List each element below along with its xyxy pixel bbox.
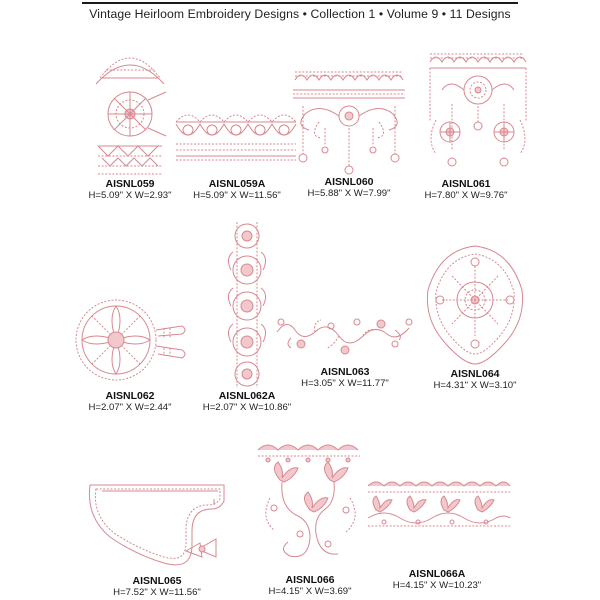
design-size: H=5.09" X W=11.56" [193, 190, 281, 201]
design-size: H=3.05" X W=11.77" [301, 378, 389, 389]
design-code: AISNL062A [218, 390, 276, 402]
design-code: AISNL066A [408, 568, 466, 580]
design-image-aisnl059 [90, 40, 170, 178]
design-code: AISNL064 [450, 368, 500, 380]
design-image-aisnl062a [217, 218, 277, 390]
design-size: H=5.88" X W=7.99" [307, 188, 391, 199]
design-size: H=7.80" X W=9.76" [424, 190, 508, 201]
design-code: AISNL063 [320, 366, 370, 378]
design-size: H=2.07" X W=2.44" [88, 402, 172, 413]
design-image-aisnl064 [420, 240, 530, 368]
design-card-aisnl064[interactable] [400, 240, 550, 392]
design-size: H=4.31" X W=3.10" [433, 380, 517, 391]
design-image-aisnl066a [362, 472, 512, 568]
design-card-aisnl063[interactable] [270, 310, 420, 390]
design-size: H=7.52" X W=11.56" [113, 587, 201, 598]
design-code: AISNL061 [441, 178, 491, 190]
header-rule [82, 2, 518, 4]
design-image-aisnl065 [82, 465, 232, 575]
design-size: H=5.09" X W=2.93" [88, 190, 172, 201]
design-code: AISNL066 [285, 574, 335, 586]
design-code: AISNL059 [105, 178, 155, 190]
design-code: AISNL062 [105, 390, 155, 402]
page-title: Vintage Heirloom Embroidery Designs • Collection 1 • Volume 9 • 11 Designs [89, 7, 511, 21]
design-card-aisnl061[interactable] [391, 50, 541, 202]
design-size: H=4.15" X W=3.69" [268, 586, 352, 597]
design-image-aisnl063 [271, 310, 419, 366]
design-code: AISNL060 [324, 176, 374, 188]
design-card-aisnl066a[interactable] [362, 472, 512, 592]
design-image-aisnl061 [396, 50, 536, 178]
design-size: H=2.07" X W=10.86" [202, 402, 292, 413]
design-card-aisnl065[interactable] [82, 465, 232, 599]
design-image-aisnl066 [250, 438, 370, 574]
design-size: H=4.15" X W=10.23" [392, 580, 482, 591]
design-code: AISNL065 [132, 575, 182, 587]
design-code: AISNL059A [208, 178, 266, 190]
